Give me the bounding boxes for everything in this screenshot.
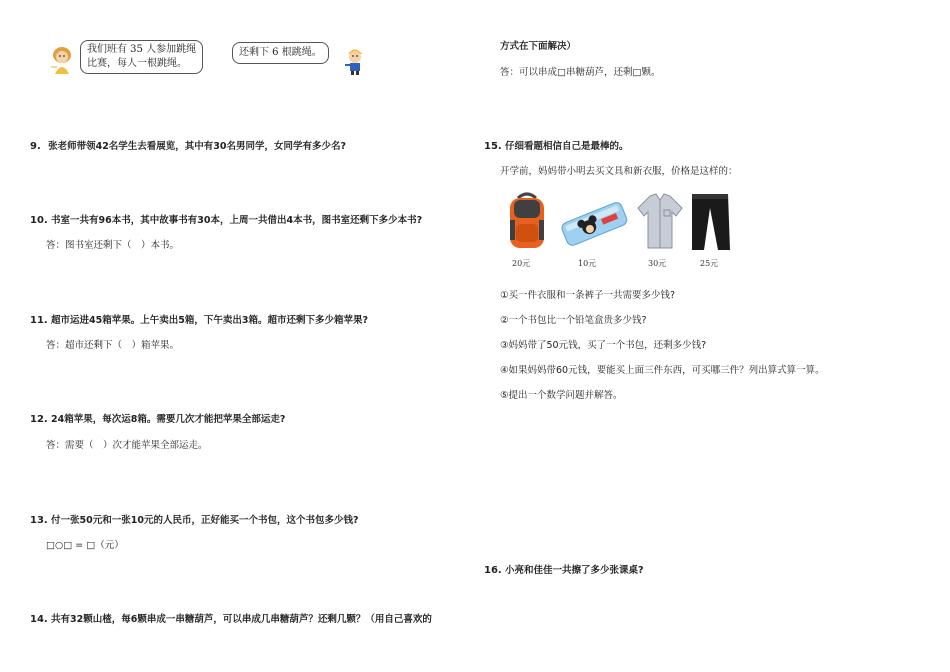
question-15 [484,138,629,152]
backpack-price: 20元 [512,259,531,268]
sub-question-4: ④如果妈妈带60元钱，要能买上面三件东西，可买哪三件？列出算式算一算。 [500,365,825,376]
answer-line: 答：需要（ ）次才能苹果全部运走。 [46,440,208,451]
question-number: 10. [30,215,48,226]
shirt-icon [636,192,684,250]
pants-icon [688,190,732,252]
question-12 [30,411,285,425]
answer-line: 答：超市还剩下（ ）箱苹果。 [46,340,180,351]
backpack-icon [504,190,550,250]
question-text: 超市运进45箱苹果。上午卖出5箱，下午卖出3箱。超市还剩下多少箱苹果? [51,315,368,326]
question-text: 付一张50元和一张10元的人民币，正好能买一个书包，这个书包多少钱? [51,515,359,526]
girl-speech-line2: 比赛，每人一根跳绳。 [87,58,187,69]
sub-question-3: ③妈妈带了50元钱，买了一个书包，还剩多少钱? [500,340,707,351]
question-9 [30,138,346,152]
question-16 [484,562,644,576]
girl-illustration [48,46,76,76]
sub-question-1: ①买一件衣服和一条裤子一共需要多少钱? [500,290,676,301]
answer-line: 答：图书室还剩下（ ）本书。 [46,240,180,251]
question-number: 15. [484,141,502,152]
question-text: 24箱苹果，每次运8箱。需要几次才能把苹果全部运走? [51,414,286,425]
question-text: 仔细看题相信自己是最棒的。 [505,141,629,152]
question-10 [30,212,422,226]
pencil-case-price: 10元 [578,259,597,268]
boy-speech-text: 还剩下 6 根跳绳。 [239,47,322,58]
boy-illustration [342,44,368,76]
pencil-case-icon [558,200,630,246]
question-number: 14. [30,614,48,625]
girl-speech-line1: 我们班有 35 人参加跳绳 [87,44,197,55]
shirt-price: 30元 [648,259,667,268]
sub-question-5: ⑤提出一个数学问题并解答。 [500,390,623,401]
question-14 [30,611,432,625]
girl-speech-bubble [80,40,203,74]
question-11 [30,312,368,326]
question-number: 11. [30,315,48,326]
question-text: 书室一共有96本书，其中故事书有30本，上周一共借出4本书，图书室还剩下多少本书? [51,215,423,226]
pants-price: 25元 [700,259,719,268]
question-number: 13. [30,515,48,526]
question-14-answer: 答：可以串成□串糖葫芦，还剩□颗。 [500,67,661,78]
question-number: 9. [30,141,41,152]
question-number: 16. [484,565,502,576]
question-13 [30,512,358,526]
sub-question-2: ②一个书包比一个铅笔盒贵多少钱? [500,315,647,326]
question-14-continued: 方式在下面解决） [500,41,577,52]
question-number: 12. [30,414,48,425]
question-15-intro: 开学前，妈妈带小明去买文具和新衣服，价格是这样的： [500,166,738,177]
question-text: 张老师带领42名学生去看展览，其中有30名男同学，女同学有多少名? [48,141,347,152]
question-text: 共有32颗山楂，每6颗串成一串糖葫芦，可以串成几串糖葫芦？还剩几颗？（用自己喜欢的 [51,614,432,625]
boy-speech-bubble [232,42,329,64]
answer-formula: □○□ = □（元） [46,540,124,551]
question-text: 小亮和佳佳一共擦了多少张课桌? [505,565,644,576]
